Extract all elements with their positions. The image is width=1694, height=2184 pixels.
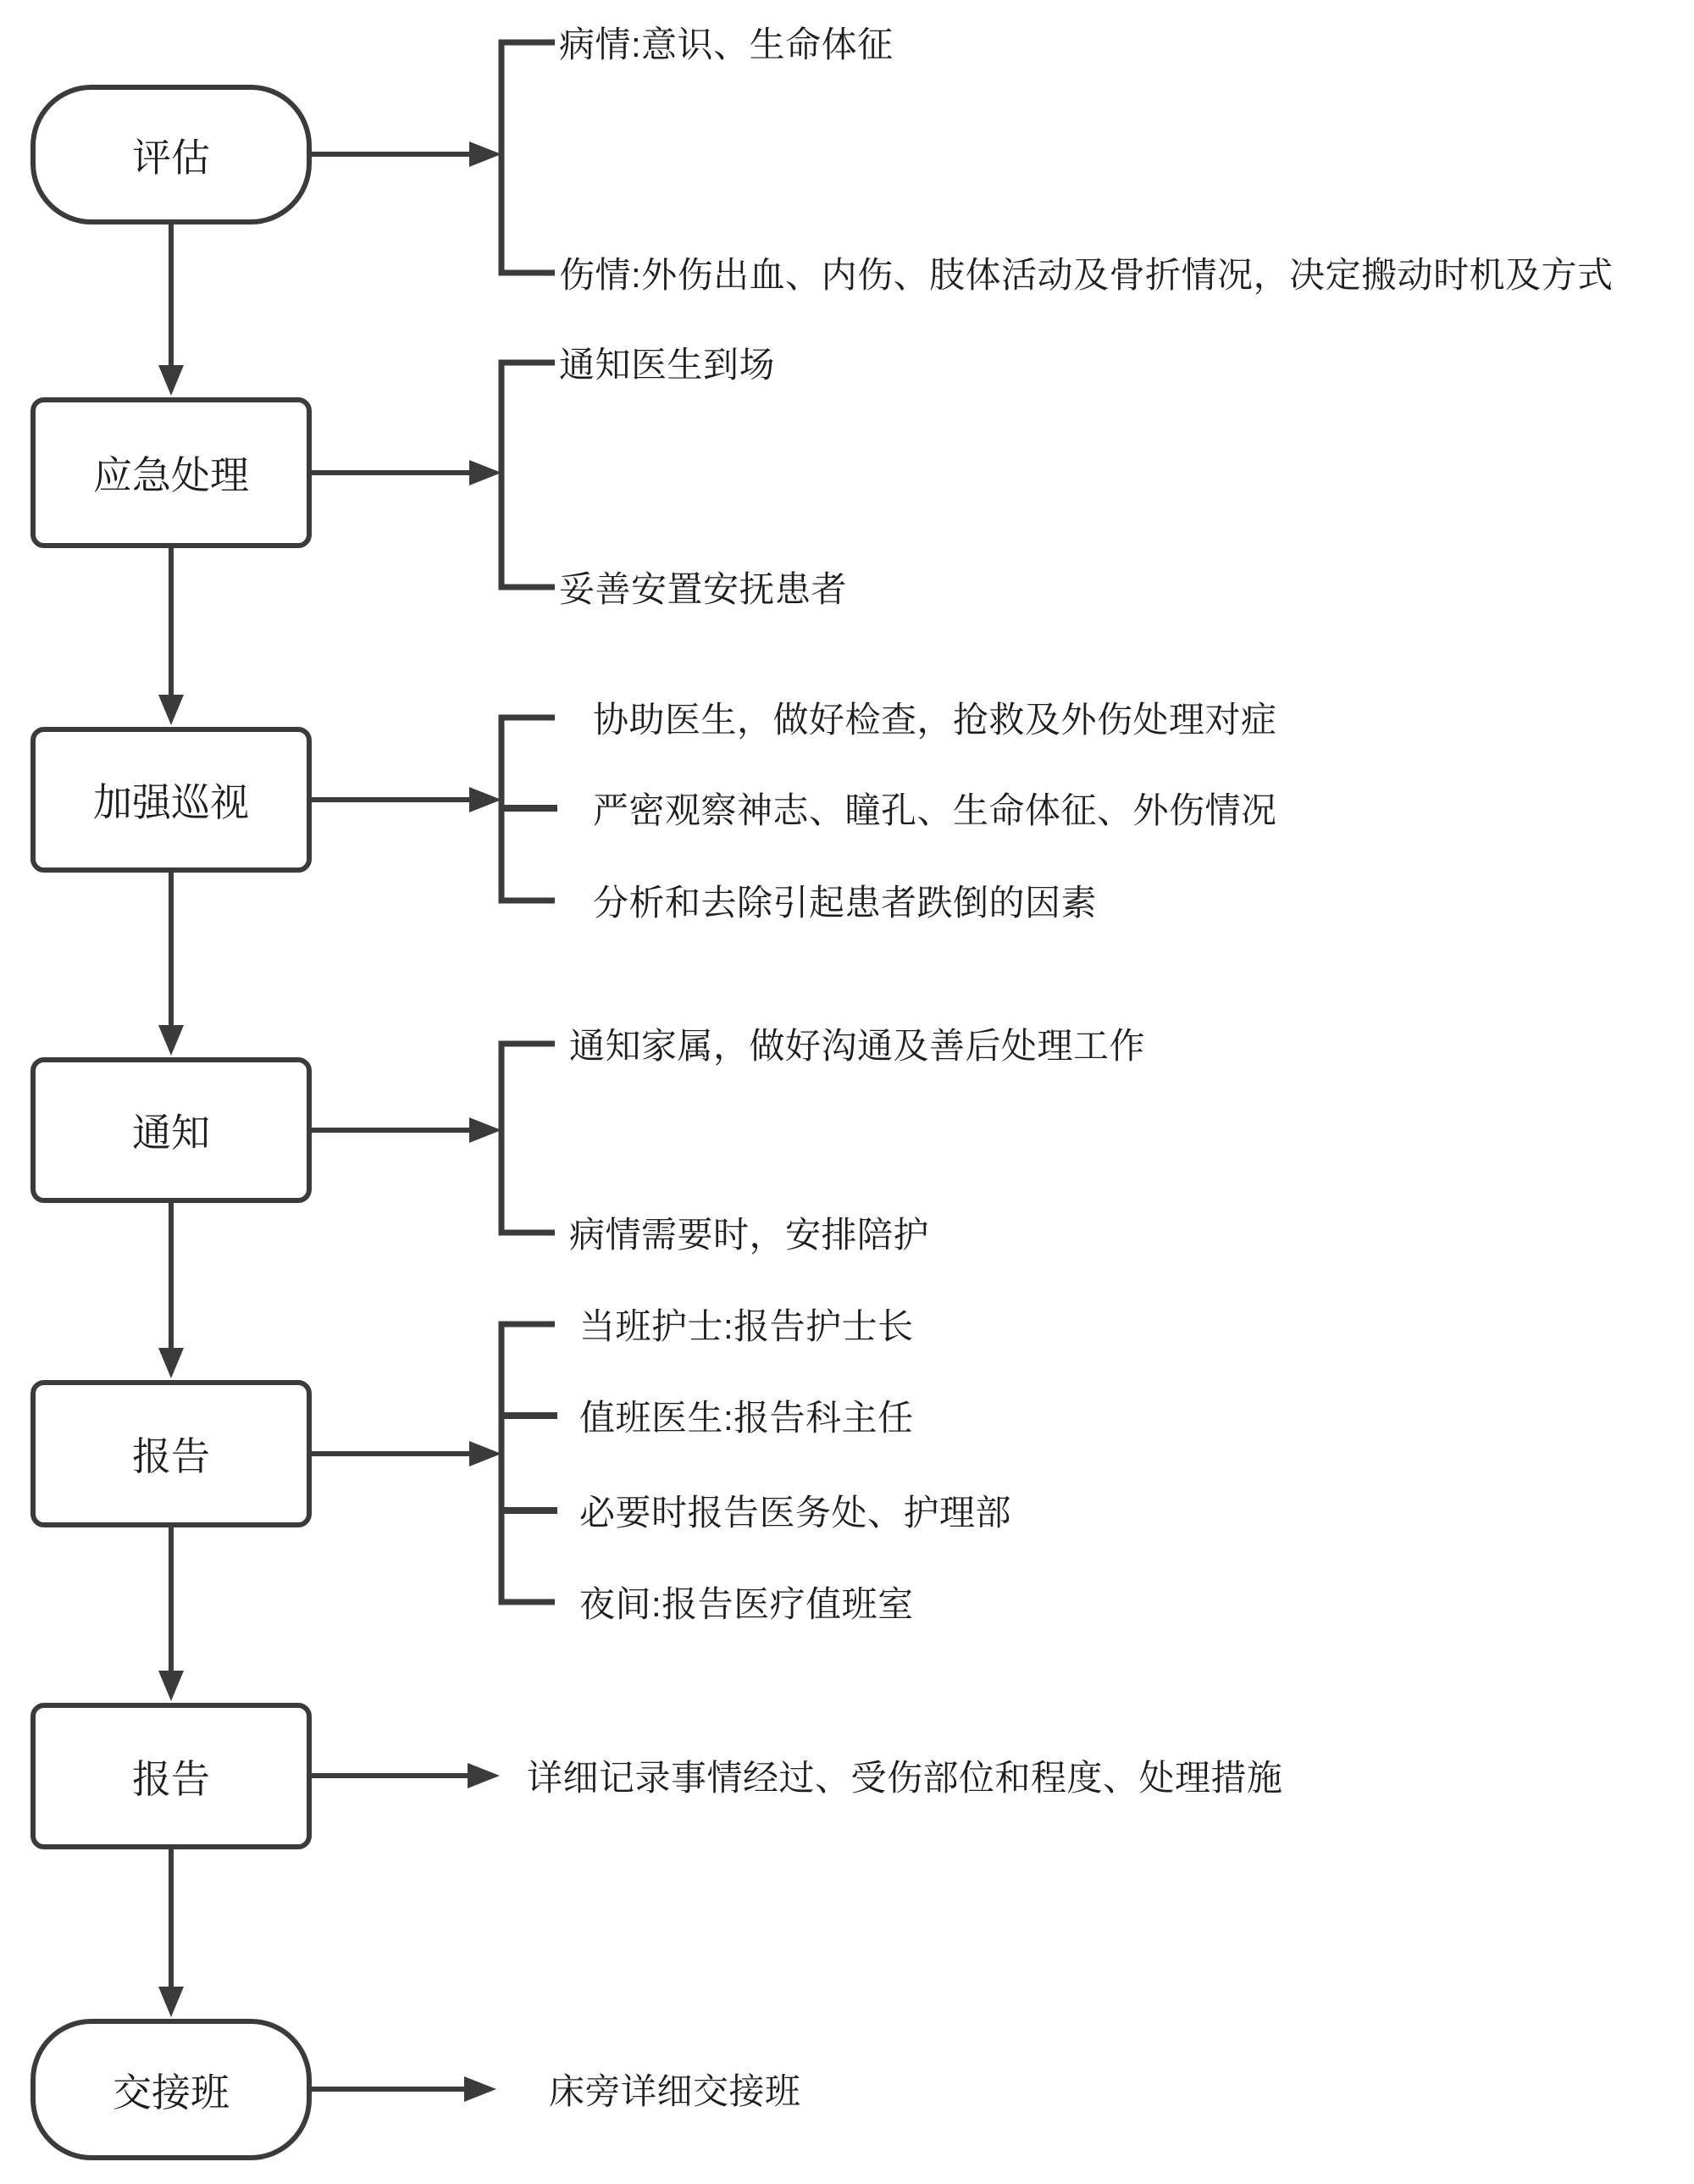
flow-node-record: [30, 1703, 312, 1849]
branch-text: 病情需要时，安排陪护: [569, 1215, 930, 1255]
branch-text: 分析和去除引起患者跌倒的因素: [593, 883, 1098, 923]
flow-node-assessment: [30, 85, 312, 224]
flow-node-notify: [30, 1057, 312, 1203]
branch-text: 夜间:报告医疗值班室: [579, 1584, 914, 1624]
branch-text: 通知医生到场: [559, 345, 776, 385]
branch-text: 伤情:外伤出血、内伤、肢体活动及骨折情况，决定搬动时机及方式: [559, 255, 1614, 295]
flow-node-strengthen-patrol: [30, 727, 312, 873]
branch-text: 必要时报告医务处、护理部: [579, 1493, 1012, 1533]
flow-node-label: 评估: [132, 135, 210, 180]
flow-node-label: 报告: [132, 1756, 210, 1801]
branch-text: 协助医生，做好检查，抢救及外伤处理对症: [593, 700, 1277, 740]
branch-text: 严密观察神志、瞳孔、生命体征、外伤情况: [593, 790, 1277, 830]
flow-node-label: 通知: [132, 1111, 210, 1155]
branch-text: 床旁详细交接班: [549, 2071, 801, 2111]
flow-node-label: 应急处理: [93, 453, 249, 497]
branch-text: 值班医生:报告科主任: [579, 1398, 914, 1438]
branch-text: 妥善安置安抚患者: [559, 569, 848, 609]
branch-text: 详细记录事情经过、受伤部位和程度、处理措施: [527, 1758, 1283, 1798]
flow-node-shift-handover: [30, 2019, 312, 2160]
flow-node-label: 报告: [132, 1434, 210, 1478]
flow-node-label: 交接班: [113, 2070, 230, 2115]
flow-node-label: 加强巡视: [93, 780, 249, 824]
branch-text: 通知家属，做好沟通及善后处理工作: [569, 1026, 1146, 1066]
flow-node-emergency-handling: [30, 397, 312, 548]
flow-node-report: [30, 1380, 312, 1527]
branch-text: 当班护士:报告护士长: [579, 1306, 914, 1346]
branch-text: 病情:意识、生命体征: [559, 25, 894, 64]
